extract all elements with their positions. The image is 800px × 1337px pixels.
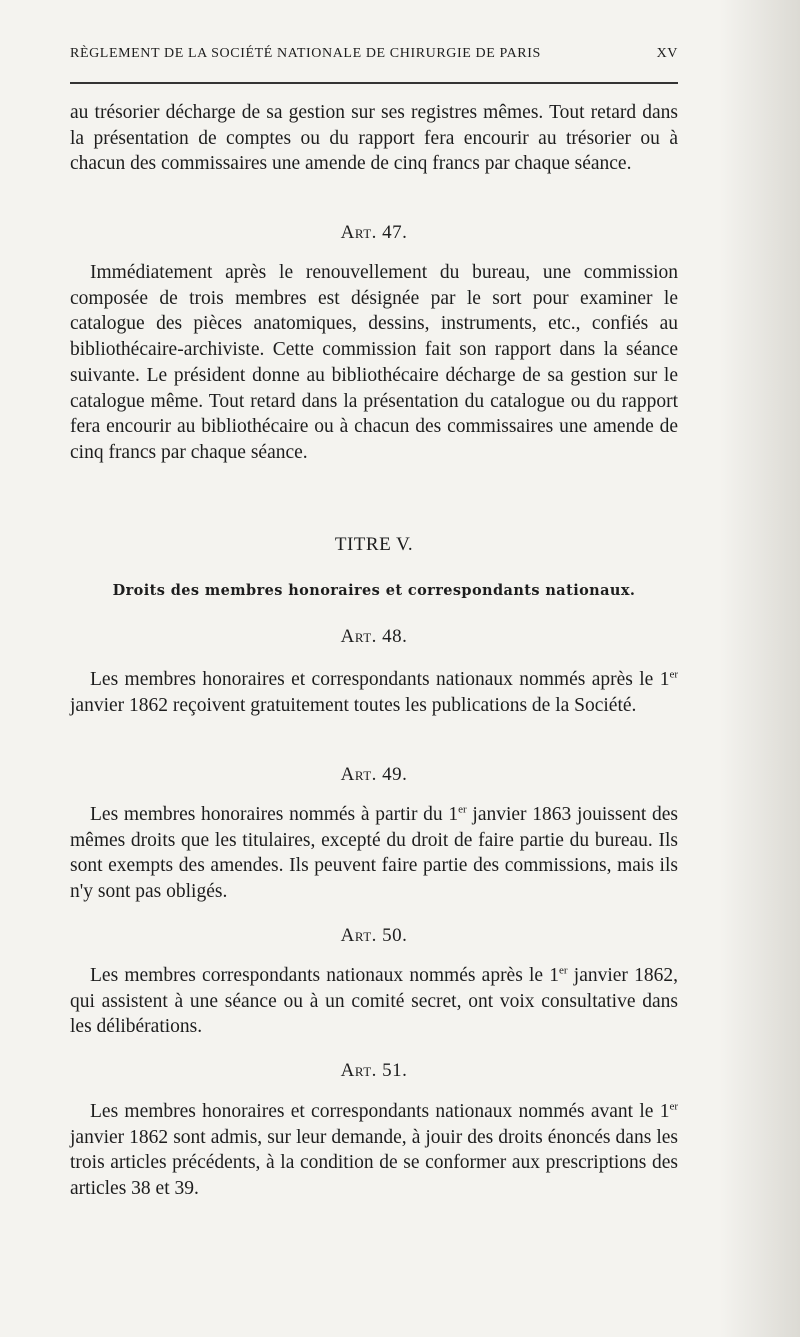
page-edge-shading xyxy=(720,0,800,1337)
article-48-paragraph: Les membres honoraires et correspondants nationaux nommés après le 1er janvier 1862 reçoivent gratuitement toutes les publications de la Société. xyxy=(70,668,678,716)
page-number: XV xyxy=(656,46,678,61)
article-47-block xyxy=(70,260,678,466)
article-51-heading: Art. 51. xyxy=(340,1060,408,1081)
header-rule xyxy=(70,82,678,84)
continuation-block xyxy=(70,100,678,177)
article-47-paragraph: Immédiatement après le renouvellement du bureau, une commission composée de trois membres est désignée par le sort pour examiner le catalogue des pièces anatomiques, dessins, instruments, etc., confiés au bibliothécaire-archiviste. Cette commission fait son rapport dans la séance suivante. Le président donne au bibliothécaire décharge de sa gestion sur le catalogue même. Tout retard dans la présentation du catalogue ou du rapport fera encourir au bibliothécaire ou à chacun des commissaires une amende de cinq francs par chaque séance. xyxy=(70,262,678,463)
book-page xyxy=(70,0,678,1337)
article-50-heading: Art. 50. xyxy=(340,925,408,946)
article-49-block xyxy=(70,802,678,905)
article-48-block xyxy=(70,667,678,718)
article-50-block xyxy=(70,963,678,1040)
continuation-paragraph: au trésorier décharge de sa gestion sur ses registres mêmes. Tout retard dans la présentation de comptes ou du rapport fera encourir au trésorier ou à chacun des commissaires une amende de cinq francs par chaque séance. xyxy=(70,102,678,175)
running-header xyxy=(70,46,678,62)
article-50-paragraph: Les membres correspondants nationaux nommés après le 1er janvier 1862, qui assistent à une séance ou à un comité secret, ont voix consultative dans les délibérations. xyxy=(70,964,678,1038)
article-51-block xyxy=(70,1099,678,1202)
titre-subtitle: Droits des membres honoraires et correspondants nationaux. xyxy=(112,582,636,599)
running-title: RÈGLEMENT DE LA SOCIÉTÉ NATIONALE DE CHIRURGIE DE PARIS xyxy=(70,46,541,61)
article-47-heading: Art. 47. xyxy=(340,222,408,243)
article-49-paragraph: Les membres honoraires nommés à partir du 1er janvier 1863 jouissent des mêmes droits que les titulaires, excepté du droit de faire partie du bureau. Ils sont exempts des amendes. Ils peuvent faire partie des commissions, mais ils n'y sont pas obligés. xyxy=(70,803,679,903)
article-49-heading: Art. 49. xyxy=(340,764,408,785)
article-51-paragraph: Les membres honoraires et correspondants nationaux nommés avant le 1er janvier 1862 sont admis, sur leur demande, à jouir des droits énoncés dans les trois articles précédents, à la condition de se conformer aux prescriptions des articles 38 et 39. xyxy=(70,1100,678,1200)
article-48-heading: Art. 48. xyxy=(340,626,408,647)
titre-heading: TITRE V. xyxy=(334,534,414,555)
